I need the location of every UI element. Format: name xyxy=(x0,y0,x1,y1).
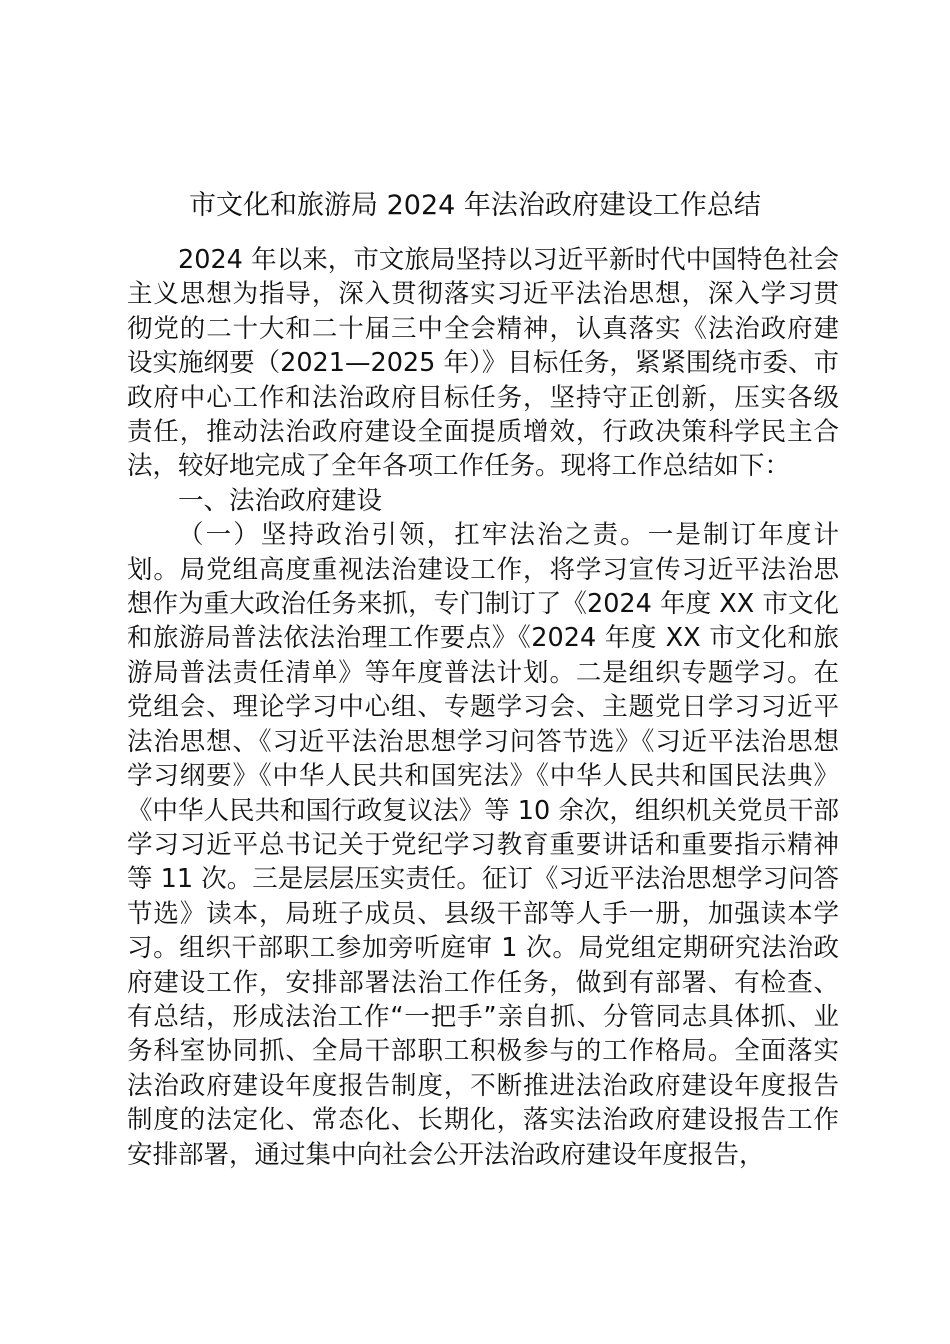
section-heading: 一、法治政府建设 xyxy=(178,485,383,516)
subsection-paragraph: （一）坚持政治引领，扛牢法治之责。一是制订年度计划。局党组高度重视法治建设工作，将学习宣传习近平法治思想作为重大政治任务来抓，专门制订了《2024 年度 XX 市文化和旅游局普法依法治理工作要点》《2024 年度 XX 市文化和旅游局普法责任清单》等年度普法计划。二是组织专题学习。在党组会、理论学习中心组、专题学习会、主题党日学习习近平法治思想、《习近平法治思想学习问答节选》《习近平法治思想学习纲要》《中华人民共和国宪法》《中华人民共和国民法典》《中华人民共和国行政复议法》等 10 余次，组织机关党员干部学习习近平总书记关于党纪学习教育重要讲话和重要指示精神等 11 次。三是层层压实责任。征订《习近平法治思想学习问答节选》读本，局班子成员、县级干部等人手一册，加强读本学习。组织干部职工参加旁听庭审 1 次。局党组定期研究法治政府建设工作，安排部署法治工作任务，做到有部署、有检查、有总结，形成法治工作“一把手”亲自抓、分管同志具体抓、业务科室协同抓、全局干部职工积极参与的工作格局。全面落实法治政府建设年度报告制度，不断推进法治政府建设年度报告制度的法定化、常态化、长期化，落实法治政府建设报告工作安排部署，通过集中向社会公开法治政府建设年度报告， xyxy=(127,520,839,1170)
document-body xyxy=(127,243,839,1172)
intro-paragraph: 2024 年以来，市文旅局坚持以习近平新时代中国特色社会主义思想为指导，深入贯彻落实习近平法治思想，深入学习贯彻党的二十大和二十届三中全会精神，认真落实《法治政府建设实施纲要（2021—2025 年）》目标任务，紧紧围绕市委、市政府中心工作和法治政府目标任务，坚持守正创新，压实各级责任，推动法治政府建设全面提质增效，行政决策科学民主合法，较好地完成了全年各项工作任务。现将工作总结如下： xyxy=(127,245,839,482)
document-title: 市文化和旅游局 2024 年法治政府建设工作总结 xyxy=(189,190,761,221)
